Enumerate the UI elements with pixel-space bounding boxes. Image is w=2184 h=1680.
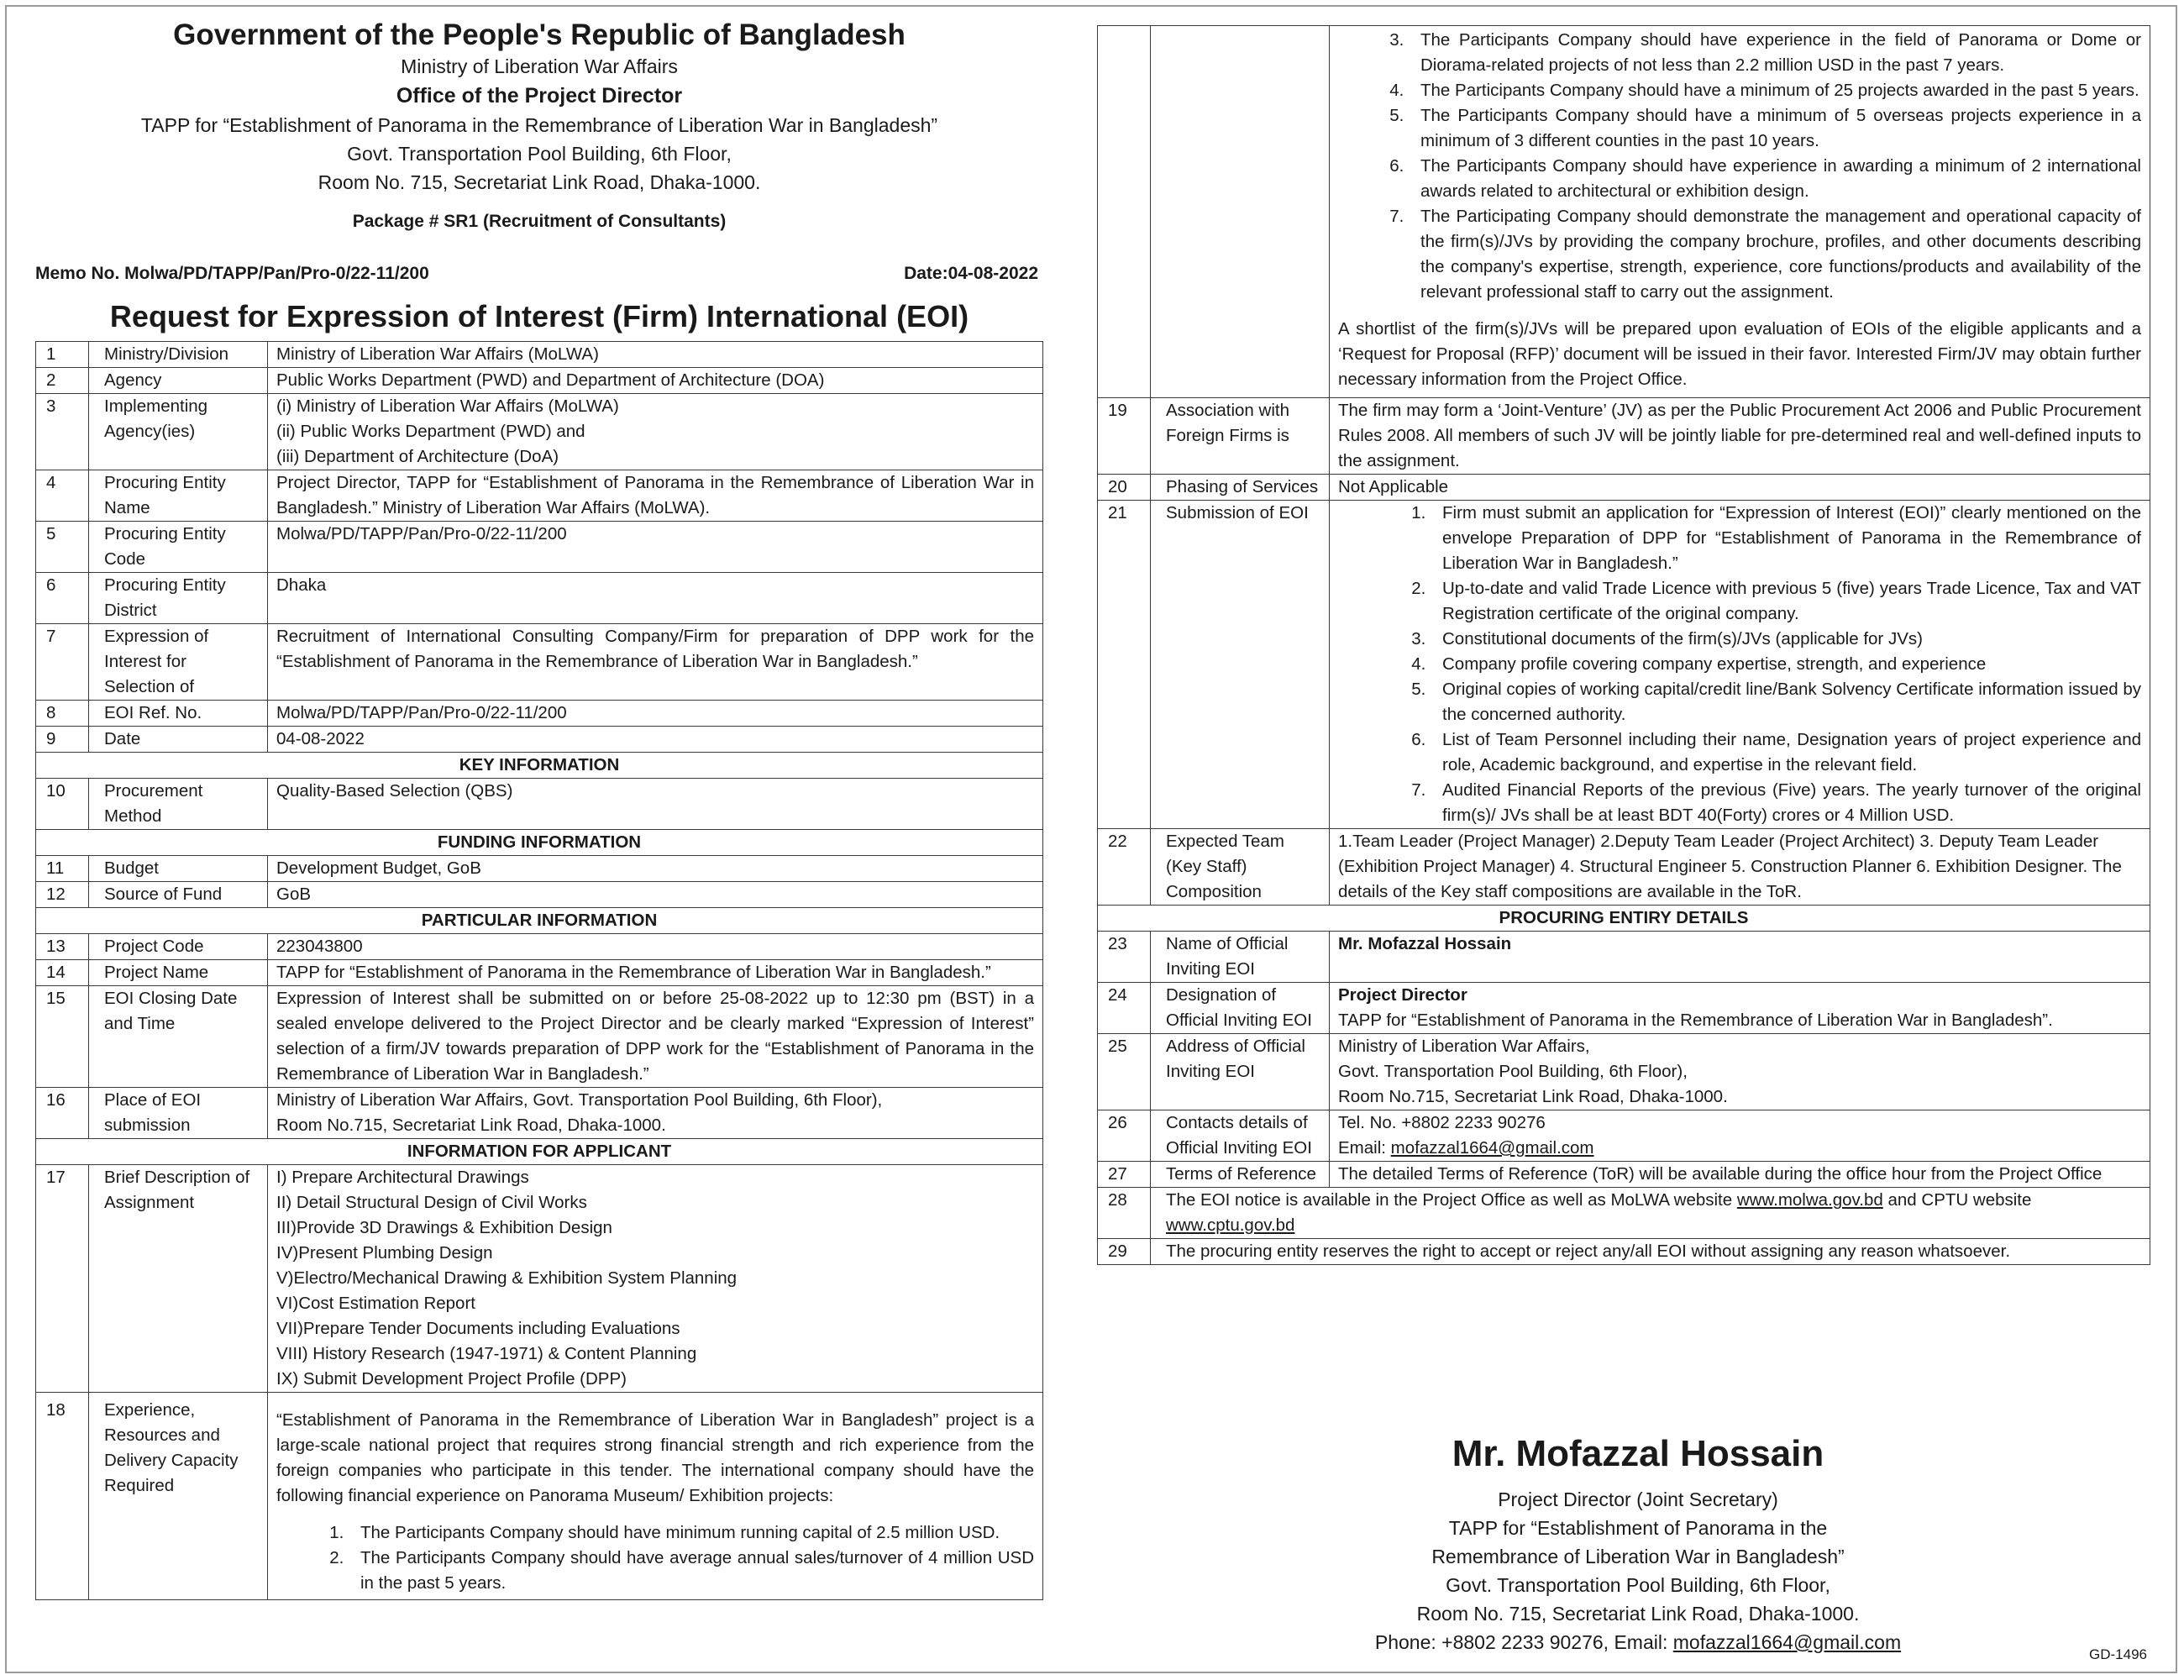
table-row <box>1098 932 2150 983</box>
row-label: Expression of Interest for Selection of <box>89 624 268 701</box>
value-line: Room No.715, Secretariat Link Road, Dhaka-1000. <box>1338 1087 1728 1106</box>
list-item: 6. The Participants Company should have experience in awarding a minimum of 2 international awards related to architectural or exhibition design. <box>1409 154 2141 204</box>
row-label: Procurement Method <box>89 779 268 830</box>
table-row <box>36 986 1043 1088</box>
table-row <box>1098 398 2150 475</box>
row-value <box>1330 983 2150 1034</box>
list-item: 2. The Participants Company should have average annual sales/turnover of 4 million USD in the past 5 years. <box>349 1546 1034 1596</box>
signatory-contact <box>1327 1628 1949 1656</box>
list-item: 3. Constitutional documents of the firm(s)/JVs (applicable for JVs) <box>1431 627 2141 652</box>
signatory-name: Mr. Mofazzal Hossain <box>1452 1433 1824 1474</box>
list-item: IV)Present Plumbing Design <box>276 1243 493 1263</box>
row-number: 24 <box>1098 983 1151 1034</box>
row-label: Phasing of Services <box>1151 475 1330 501</box>
row-number: 16 <box>36 1088 89 1139</box>
list-item: II) Detail Structural Design of Civil Works <box>276 1193 587 1212</box>
row-label: Address of Official Inviting EOI <box>1151 1034 1330 1110</box>
row-number: 22 <box>1098 829 1151 906</box>
table-row <box>1098 1239 2150 1265</box>
row-value: Molwa/PD/TAPP/Pan/Pro-0/22-11/200 <box>268 701 1043 727</box>
table-row <box>36 882 1043 908</box>
package-line: Package # SR1 (Recruitment of Consultants) <box>352 212 727 231</box>
row-value: 04-08-2022 <box>268 727 1043 753</box>
row-value <box>268 1393 1043 1600</box>
row-label: EOI Ref. No. <box>89 701 268 727</box>
row-number: 1 <box>36 342 89 368</box>
signatory-line: Govt. Transportation Pool Building, 6th Floor, <box>1446 1574 1830 1596</box>
email-line <box>1338 1136 2141 1161</box>
cptu-website-link[interactable]: www.cptu.gov.bd <box>1166 1215 1295 1235</box>
right-column <box>1097 25 2150 1265</box>
row-label: Agency <box>89 368 268 394</box>
email-link[interactable]: mofazzal1664@gmail.com <box>1390 1138 1594 1158</box>
table-row <box>36 1393 1043 1600</box>
section-row <box>1098 906 2150 932</box>
table-row <box>36 624 1043 701</box>
row-value: The detailed Terms of Reference (ToR) will be available during the office hour from the Project Office <box>1330 1162 2150 1188</box>
list-item: 5. The Participants Company should have a minimum of 5 overseas projects experience in a minimum of 3 different counties in the past 10 years. <box>1409 103 2141 154</box>
list-item: 4. The Participants Company should have a minimum of 25 projects awarded in the past 5 years. <box>1409 78 2141 103</box>
list-item: 7. Audited Financial Reports of the previous (Five) years. The yearly turnover of the original firm(s)/ JVs shall be at least BDT 40(Forty) crores or 4 Million USD. <box>1431 778 2141 828</box>
table-row <box>36 779 1043 830</box>
row-number: 25 <box>1098 1034 1151 1110</box>
table-row <box>36 394 1043 470</box>
row-value: Recruitment of International Consulting Company/Firm for preparation of DPP work for the “Establishment of Panorama in the Remembrance of Liberation War in Bangladesh.” <box>268 624 1043 701</box>
project-line: TAPP for “Establishment of Panorama in the Remembrance of Liberation War in Bangladesh” <box>140 114 938 136</box>
row-number: 26 <box>1098 1110 1151 1162</box>
gd-code: GD-1496 <box>2089 1646 2147 1662</box>
row-number: 19 <box>1098 398 1151 475</box>
list-item: III)Provide 3D Drawings & Exhibition Design <box>276 1218 612 1237</box>
row-value <box>268 1165 1043 1393</box>
row-label: Brief Description of Assignment <box>89 1165 268 1393</box>
memo-date: Date:04-08-2022 <box>904 264 1038 283</box>
table-row-continued <box>1098 26 2150 398</box>
table-row <box>1098 1110 2150 1162</box>
row-number: 11 <box>36 856 89 882</box>
row-value: The procuring entity reserves the right to accept or reject any/all EOI without assigning any reason whatsoever. <box>1151 1239 2150 1265</box>
row-value <box>268 394 1043 470</box>
table-row <box>36 342 1043 368</box>
table-row <box>36 856 1043 882</box>
list-item: 7. The Participating Company should demonstrate the management and operational capacity of the firm(s)/JVs by providing the company brochure, profiles, and other documents describing the company's expertise, strength, experience, core functions/products and availability of the relevant professional staff to carry out the assignment. <box>1409 204 2141 305</box>
signatory-line: Remembrance of Liberation War in Bangladesh” <box>1431 1546 1845 1567</box>
list-item: 2. Up-to-date and valid Trade Licence with previous 5 (five) years Trade Licence, Tax and VAT Registration certificate of the original company. <box>1431 576 2141 627</box>
row-number: 2 <box>36 368 89 394</box>
row-label: Terms of Reference <box>1151 1162 1330 1188</box>
notice-text: The EOI notice is available in the Project Office as well as MoLWA website <box>1166 1190 1737 1210</box>
section-heading-key: KEY INFORMATION <box>36 753 1043 779</box>
row-label: Procuring Entity District <box>89 573 268 624</box>
row-value <box>1151 1188 2150 1239</box>
government-heading: Government of the People's Republic of Bangladesh <box>173 18 906 51</box>
row-number: 3 <box>36 394 89 470</box>
row-value: Not Applicable <box>1330 475 2150 501</box>
row-number: 6 <box>36 573 89 624</box>
row-label: Contacts details of Official Inviting EOI <box>1151 1110 1330 1162</box>
row-label: EOI Closing Date and Time <box>89 986 268 1088</box>
row-number: 18 <box>36 1393 89 1600</box>
row-label: Association with Foreign Firms is <box>1151 398 1330 475</box>
list-item: VII)Prepare Tender Documents including Evaluations <box>276 1319 680 1338</box>
row-label: Project Code <box>89 934 268 960</box>
row-number: 20 <box>1098 475 1151 501</box>
signatory-designation: Project Director (Joint Secretary) <box>1498 1488 1778 1510</box>
table-row <box>36 470 1043 522</box>
list-item: 1. Firm must submit an application for “Expression of Interest (EOI)” clearly mentioned on the envelope Preparation of DPP for “Establishment of Panorama in the Remembrance of Liberation War in Bangladesh.” <box>1431 501 2141 576</box>
memo-row <box>35 264 1043 284</box>
row-value: The firm may form a ‘Joint-Venture’ (JV) as per the Public Procurement Act 2006 and Public Procurement Rules 2008. All members of such JV will be jointly liable for pre-determined real and well-defined inputs to the assignment. <box>1330 398 2150 475</box>
molwa-website-link[interactable]: www.molwa.gov.bd <box>1736 1190 1883 1210</box>
row-value: 223043800 <box>268 934 1043 960</box>
table-row <box>36 522 1043 573</box>
list-item: IX) Submit Development Project Profile (DPP) <box>276 1369 627 1389</box>
table-row <box>36 1088 1043 1139</box>
table-row <box>1098 1162 2150 1188</box>
row-number: 9 <box>36 727 89 753</box>
row-value <box>1330 501 2150 829</box>
list-item: V)Electro/Mechanical Drawing & Exhibition System Planning <box>276 1268 738 1288</box>
row-number: 13 <box>36 934 89 960</box>
memo-number: Memo No. Molwa/PD/TAPP/Pan/Pro-0/22-11/200 <box>35 264 429 283</box>
address-line-1: Govt. Transportation Pool Building, 6th Floor, <box>347 143 732 165</box>
section-row <box>36 908 1043 934</box>
eoi-table-right <box>1097 25 2150 1265</box>
table-row <box>1098 501 2150 829</box>
left-column <box>35 17 1043 1600</box>
row-label: Source of Fund <box>89 882 268 908</box>
list-item: 1. The Participants Company should have minimum running capital of 2.5 million USD. <box>349 1520 1034 1546</box>
row-value: Mr. Mofazzal Hossain <box>1330 932 2150 983</box>
row-value <box>1330 26 2150 398</box>
row-label: Implementing Agency(ies) <box>89 394 268 470</box>
value-line: (iii) Department of Architecture (DoA) <box>276 447 559 466</box>
row-value: Project Director, TAPP for “Establishment of Panorama in the Remembrance of Liberation War in Bangladesh.” Ministry of Liberation War Affairs (MoLWA). <box>268 470 1043 522</box>
row-number: 4 <box>36 470 89 522</box>
row-value: Expression of Interest shall be submitted on or before 25-08-2022 up to 12:30 pm (BST) in a sealed envelope delivered to the Project Director and be clearly marked “Expression of Interest” selection of a firm/JV towards preparation of DPP work for the “Establishment of Panorama in the Remembrance of Liberation War in Bangladesh.” <box>268 986 1043 1088</box>
row-value: GoB <box>268 882 1043 908</box>
value-line: Ministry of Liberation War Affairs, Govt. Transportation Pool Building, 6th Floor), <box>276 1090 883 1110</box>
value-line: Ministry of Liberation War Affairs, <box>1338 1037 1590 1056</box>
row-label: Budget <box>89 856 268 882</box>
row-value <box>1330 1034 2150 1110</box>
list-item: VIII) History Research (1947-1971) & Content Planning <box>276 1344 697 1363</box>
row-number: 23 <box>1098 932 1151 983</box>
table-row <box>36 1165 1043 1393</box>
section-row <box>36 1139 1043 1165</box>
row-label: Date <box>89 727 268 753</box>
email-prefix: Email: <box>1338 1138 1391 1158</box>
row-number <box>1098 26 1151 398</box>
signature-block <box>1327 1433 1949 1656</box>
row-label: Designation of Official Inviting EOI <box>1151 983 1330 1034</box>
telephone: Tel. No. +8802 2233 90276 <box>1338 1113 1546 1132</box>
table-row <box>36 368 1043 394</box>
table-row <box>1098 829 2150 906</box>
row-number: 10 <box>36 779 89 830</box>
experience-list-part1 <box>276 1520 1034 1596</box>
eoi-table-left <box>35 341 1043 1600</box>
row-number: 5 <box>36 522 89 573</box>
row-value: Molwa/PD/TAPP/Pan/Pro-0/22-11/200 <box>268 522 1043 573</box>
table-row <box>1098 983 2150 1034</box>
section-heading-applicant: INFORMATION FOR APPLICANT <box>36 1139 1043 1165</box>
row-label: Submission of EOI <box>1151 501 1330 829</box>
row-value: TAPP for “Establishment of Panorama in the Remembrance of Liberation War in Bangladesh.” <box>268 960 1043 986</box>
table-row <box>36 934 1043 960</box>
eoi-title: Request for Expression of Interest (Firm) International (EOI) <box>109 299 969 333</box>
row-label: Procuring Entity Code <box>89 522 268 573</box>
signatory-email-link[interactable]: mofazzal1664@gmail.com <box>1672 1631 1902 1653</box>
row-value: Development Budget, GoB <box>268 856 1043 882</box>
row-label: Expected Team (Key Staff) Composition <box>1151 829 1330 906</box>
list-item: 3. The Participants Company should have experience in the field of Panorama or Dome or Diorama-related projects of not less than 2.2 million USD in the past 7 years. <box>1409 28 2141 78</box>
section-heading-funding: FUNDING INFORMATION <box>36 830 1043 856</box>
table-row <box>36 960 1043 986</box>
experience-intro: “Establishment of Panorama in the Remembrance of Liberation War in Bangladesh” project is a large-scale national project that requires strong financial strength and rich experience from the foreign companies who participate in this tender. The international company should have the following financial experience on Panorama Museum/ Exhibition projects: <box>276 1410 1034 1505</box>
row-number: 27 <box>1098 1162 1151 1188</box>
signatory-line: TAPP for “Establishment of Panorama in the <box>1448 1517 1828 1539</box>
table-row <box>1098 475 2150 501</box>
row-label: Name of Official Inviting EOI <box>1151 932 1330 983</box>
row-value: 1.Team Leader (Project Manager) 2.Deputy Team Leader (Project Architect) 3. Deputy Team Leader (Exhibition Project Manager) 4. Structural Engineer 5. Construction Planner 6. Exhibition Designer. The details of the Key staff compositions are available in the ToR. <box>1330 829 2150 906</box>
table-row <box>36 727 1043 753</box>
section-heading-procuring: PROCURING ENTIRY DETAILS <box>1098 906 2150 932</box>
row-number: 15 <box>36 986 89 1088</box>
row-number: 8 <box>36 701 89 727</box>
section-row <box>36 830 1043 856</box>
row-label: Experience, Resources and Delivery Capacity Required <box>89 1393 268 1600</box>
value-line: Govt. Transportation Pool Building, 6th Floor), <box>1338 1062 1688 1081</box>
row-number: 21 <box>1098 501 1151 829</box>
row-label: Procuring Entity Name <box>89 470 268 522</box>
value-line: TAPP for “Establishment of Panorama in the Remembrance of Liberation War in Bangladesh”. <box>1338 1011 2053 1030</box>
list-item: I) Prepare Architectural Drawings <box>276 1168 529 1187</box>
row-value: Dhaka <box>268 573 1043 624</box>
list-item: VI)Cost Estimation Report <box>276 1294 475 1313</box>
submission-list <box>1338 501 2141 828</box>
notice-text: and CPTU website <box>1882 1190 2032 1210</box>
phone-text: Phone: +8802 2233 90276, Email: <box>1374 1631 1673 1653</box>
value-line: Room No.715, Secretariat Link Road, Dhaka-1000. <box>276 1116 666 1135</box>
list-item: 6. List of Team Personnel including their name, Designation years of project experience and role, Academic background, and expertise in the relevant field. <box>1431 727 2141 778</box>
address-line-2: Room No. 715, Secretariat Link Road, Dhaka-1000. <box>318 171 761 193</box>
row-label: Ministry/Division <box>89 342 268 368</box>
signatory-line: Room No. 715, Secretariat Link Road, Dhaka-1000. <box>1416 1603 1860 1625</box>
row-label: Place of EOI submission <box>89 1088 268 1139</box>
row-value: Quality-Based Selection (QBS) <box>268 779 1043 830</box>
shortlist-note: A shortlist of the firm(s)/JVs will be prepared upon evaluation of EOIs of the eligible applicants and a ‘Request for Proposal (RFP)’ document will be issued in their favor. Interested Firm/JV may obtain further necessary information from the Project Office. <box>1338 319 2141 389</box>
row-value: Public Works Department (PWD) and Department of Architecture (DOA) <box>268 368 1043 394</box>
row-label <box>1151 26 1330 398</box>
row-number: 14 <box>36 960 89 986</box>
row-number: 29 <box>1098 1239 1151 1265</box>
office-line: Office of the Project Director <box>396 84 683 108</box>
row-number: 12 <box>36 882 89 908</box>
row-number: 28 <box>1098 1188 1151 1239</box>
table-row <box>36 701 1043 727</box>
row-value <box>268 1088 1043 1139</box>
value-line: Project Director <box>1338 985 1467 1005</box>
table-row <box>36 573 1043 624</box>
table-row <box>1098 1188 2150 1239</box>
ministry-line: Ministry of Liberation War Affairs <box>401 55 678 77</box>
row-number: 17 <box>36 1165 89 1393</box>
experience-list-part2 <box>1338 28 2141 305</box>
row-number: 7 <box>36 624 89 701</box>
section-heading-particular: PARTICULAR INFORMATION <box>36 908 1043 934</box>
row-label: Project Name <box>89 960 268 986</box>
list-item: 4. Company profile covering company expertise, strength, and experience <box>1431 652 2141 677</box>
value-line: (ii) Public Works Department (PWD) and <box>276 422 585 441</box>
value-line: (i) Ministry of Liberation War Affairs (MoLWA) <box>276 396 619 416</box>
list-item: 5. Original copies of working capital/credit line/Bank Solvency Certificate information issued by the concerned authority. <box>1431 677 2141 727</box>
table-row <box>1098 1034 2150 1110</box>
section-row <box>36 753 1043 779</box>
row-value: Ministry of Liberation War Affairs (MoLWA) <box>268 342 1043 368</box>
row-value <box>1330 1110 2150 1162</box>
